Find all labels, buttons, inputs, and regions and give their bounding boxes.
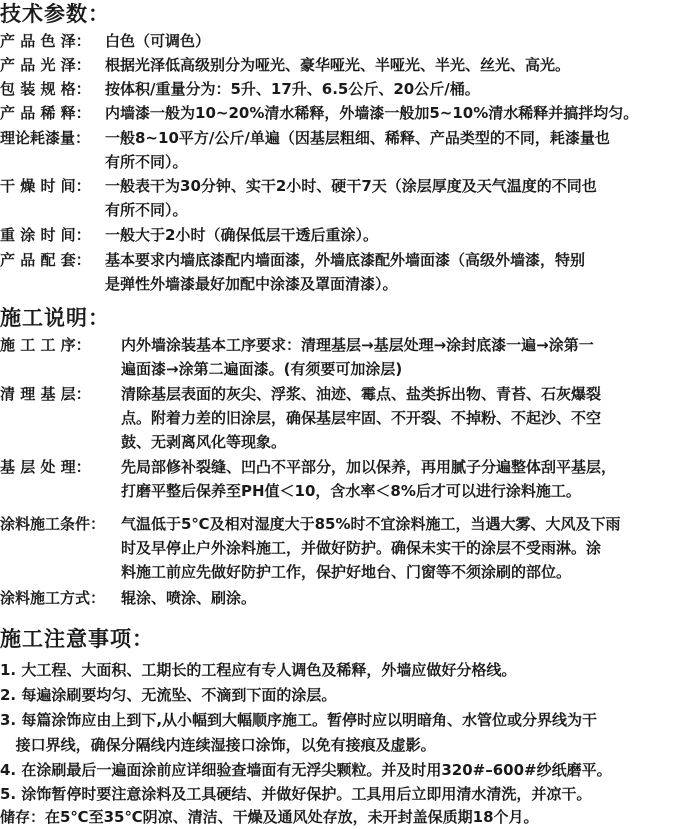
step-text-continued: 打磨平整后保养至PH值＜10，含水率＜8%后才可以进行涂料施工。 <box>121 482 581 500</box>
step-row-surface-cleaning <box>0 383 700 451</box>
precaution-item: 3. 每篇涂饰应由上到下,从小幅到大幅顺序施工。暂停时应以明暗角、水管位或分界线为干 <box>0 711 598 729</box>
step-label: 基 层 处 理： <box>0 458 91 476</box>
param-label: 理论耗漆量： <box>0 129 91 147</box>
step-row-conditions <box>0 513 700 581</box>
section-heading-instructions: 施工说明： <box>0 306 110 330</box>
param-text: 基本要求内墙底漆配内墙面漆，外墙底漆配外墙面漆（高级外墙漆，特别 <box>105 251 586 269</box>
param-text: 根据光泽低高级别分为哑光、豪华哑光、半哑光、半光、丝光、高光。 <box>105 56 571 74</box>
param-label: 产 品 稀 释： <box>0 104 91 122</box>
precaution-item: 5. 涂饰暂停时要注意涂料及工具硬结、并做好保护。工具用后立即用清水清洗，并凉干。 <box>0 785 592 803</box>
param-label: 产 品 色 泽： <box>0 32 91 50</box>
precaution-item: 2. 每遍涂刷要均匀、无流坠、不滴到下面的涂层。 <box>0 686 337 704</box>
param-label: 包 装 规 格： <box>0 80 91 98</box>
precaution-item: 1. 大工程、大面积、工期长的工程应有专人调色及稀释，外墙应做好分格线。 <box>0 661 517 679</box>
param-label: 干 燥 时 间： <box>0 177 91 195</box>
step-text-continued: 时及早停止户外涂料施工，并做好防护。确保未实干的涂层不受雨淋。涂 <box>121 539 602 557</box>
step-label: 涂料施工条件： <box>0 515 106 533</box>
step-text-continued: 料施工前应先做好防护工作，保护好地台、门窗等不须涂刷的部位。 <box>121 563 572 581</box>
param-label: 产 品 配 套： <box>0 251 91 269</box>
step-text: 内外墙涂装基本工序要求：清理基层→基层处理→涂封底漆一遍→涂第一 <box>121 336 594 354</box>
param-text: 一般大于2小时（确保低层干透后重涂）。 <box>105 226 378 244</box>
param-text: 按体积/重量分为：5升、17升、6.5公斤、20公斤/桶。 <box>105 80 480 98</box>
precaution-item: 4. 在涂刷最后一遍面涂前应详细验查墙面有无浮尖颗粒。并及时用320#–600#纱纸磨平。 <box>0 761 612 779</box>
param-text-continued: 有所不同）。 <box>105 153 188 171</box>
step-label: 清 理 基 层： <box>0 385 91 403</box>
step-label: 涂料施工方式： <box>0 589 106 607</box>
section-heading-tech-params: 技术参数： <box>0 2 110 26</box>
step-text-continued: 遍面漆→涂第二遍面漆。(有须要可加涂层) <box>121 360 403 378</box>
step-text: 清除基层表面的灰尖、浮浆、油迹、霉点、盐类拆出物、青苔、石灰爆裂 <box>121 385 602 403</box>
precaution-item-continued: 接口界线，确保分隔线内连续湿接口涂饰，以免有接痕及虚影。 <box>0 736 436 754</box>
param-text-continued: 有所不同）。 <box>105 201 188 219</box>
storage-note: 储存：在5℃至35℃阴凉、清洁、干燥及通风处存放，未开封盖保质期18个月。 <box>0 808 539 826</box>
step-row-surface-treatment <box>0 456 700 514</box>
step-text-continued: 点。附着力差的旧涂层，确保基层牢固、不开裂、不掉粉、不起沙、不空 <box>121 409 602 427</box>
param-text: 一般表干为30分钟、实干2小时、硬干7天（涂层厚度及天气温度的不同也 <box>105 177 597 195</box>
param-row-system <box>0 249 700 307</box>
param-text: 一般8~10平方/公斤/单遍（因基层粗细、稀释、产品类型的不同，耗漆量也 <box>105 129 610 147</box>
param-label: 重 涂 时 间： <box>0 226 91 244</box>
step-label: 施 工 工 序： <box>0 336 91 354</box>
param-text: 白色（可调色） <box>105 32 211 50</box>
param-text-continued: 是弹性外墙漆最好加配中涂漆及罩面清漆）。 <box>105 275 398 293</box>
param-label: 产 品 光 泽： <box>0 56 91 74</box>
param-text: 内墙漆一般为10~20%清水稀释，外墙漆一般加5~10%清水稀释并搞拌均匀。 <box>105 104 639 122</box>
step-text: 气温低于5℃及相对湿度大于85%时不宜涂料施工，当遇大雾、大风及下雨 <box>121 515 621 533</box>
step-text-continued: 鼓、无剥离风化等现象。 <box>121 433 287 451</box>
section-heading-precautions: 施工注意事项： <box>0 627 154 651</box>
step-text: 辊涂、喷涂、刷涂。 <box>121 589 257 607</box>
step-text: 先局部修补裂缝、凹凸不平部分，加以保养，再用腻子分遍整体刮平基层， <box>121 458 617 476</box>
